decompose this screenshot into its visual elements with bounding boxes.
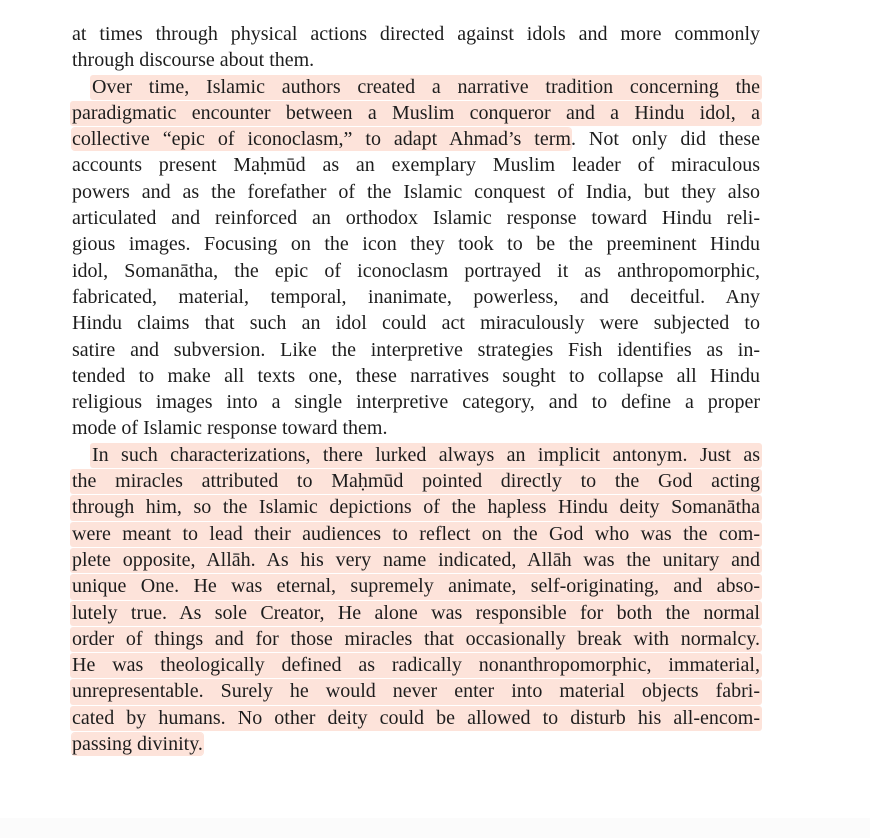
highlighted-line[interactable]: lutely true. As sole Creator, He alone was responsible for both the normal bbox=[72, 600, 760, 626]
text-line: fabricated, material, temporal, inanimate, powerless, and deceitful. Any bbox=[72, 285, 760, 308]
text-body bbox=[72, 21, 760, 757]
text-line: Hindu claims that such an idol could act miraculously were subjected to bbox=[72, 312, 760, 335]
highlighted-line[interactable]: paradigmatic encounter between a Muslim conqueror and a Hindu idol, a bbox=[72, 100, 760, 126]
page-bottom-edge bbox=[0, 818, 870, 838]
text-line: at times through physical actions directed against idols and more commonly bbox=[72, 23, 760, 45]
highlighted-line[interactable]: He was theologically defined as radically nonanthropomorphic, immaterial, bbox=[72, 652, 760, 678]
text-line: powers and as the forefather of the Islamic conquest of India, but they also bbox=[72, 180, 760, 203]
text-line: tended to make all texts one, these narratives sought to collapse all Hindu bbox=[72, 364, 760, 387]
highlighted-line[interactable]: In such characterizations, there lurked always an implicit antonym. Just as bbox=[72, 442, 760, 468]
highlighted-line[interactable]: were meant to lead their audiences to reflect on the God who was the com- bbox=[72, 521, 760, 547]
text-line-partial-highlight: collective “epic of iconoclasm,” to adapt Ahmad’s term. Not only did these bbox=[72, 128, 761, 151]
text-line: satire and subversion. Like the interpretive strategies Fish identifies as in- bbox=[72, 338, 760, 361]
highlighted-line[interactable]: through him, so the Islamic depictions of the hapless Hindu deity Somanātha bbox=[72, 494, 760, 520]
highlighted-line[interactable]: unique One. He was eternal, supremely animate, self-originating, and abso- bbox=[72, 573, 760, 599]
text-line: accounts present Maḥmūd as an exemplary Muslim leader of miraculous bbox=[72, 154, 760, 177]
highlighted-line[interactable]: the miracles attributed to Maḥmūd pointed directly to the God acting bbox=[72, 468, 760, 494]
text-line: through discourse about them. bbox=[72, 49, 315, 72]
highlighted-line[interactable]: order of things and for those miracles that occasionally break with normalcy. bbox=[72, 626, 760, 652]
text-line: mode of Islamic response toward them. bbox=[72, 417, 388, 440]
highlighted-line[interactable]: plete opposite, Allāh. As his very name indicated, Allāh was the unitary and bbox=[72, 547, 760, 573]
highlighted-line-last[interactable]: passing divinity. bbox=[72, 733, 203, 756]
text-line: idol, Somanātha, the epic of iconoclasm portrayed it as anthropomorphic, bbox=[72, 259, 760, 282]
highlighted-line[interactable]: Over time, Islamic authors created a narrative tradition concerning the bbox=[72, 74, 760, 100]
highlighted-line[interactable]: unrepresentable. Surely he would never enter into material objects fabri- bbox=[72, 678, 760, 704]
text-line: religious images into a single interpretive category, and to define a proper bbox=[72, 391, 760, 414]
text-line: gious images. Focusing on the icon they took to be the preeminent Hindu bbox=[72, 233, 760, 256]
highlighted-line[interactable]: cated by humans. No other deity could be allowed to disturb his all-encom- bbox=[72, 705, 760, 731]
text-line: articulated and reinforced an orthodox Islamic response toward Hindu reli- bbox=[72, 207, 760, 230]
highlight-segment[interactable]: collective “epic of iconoclasm,” to adapt Ahmad’s term bbox=[72, 128, 571, 151]
